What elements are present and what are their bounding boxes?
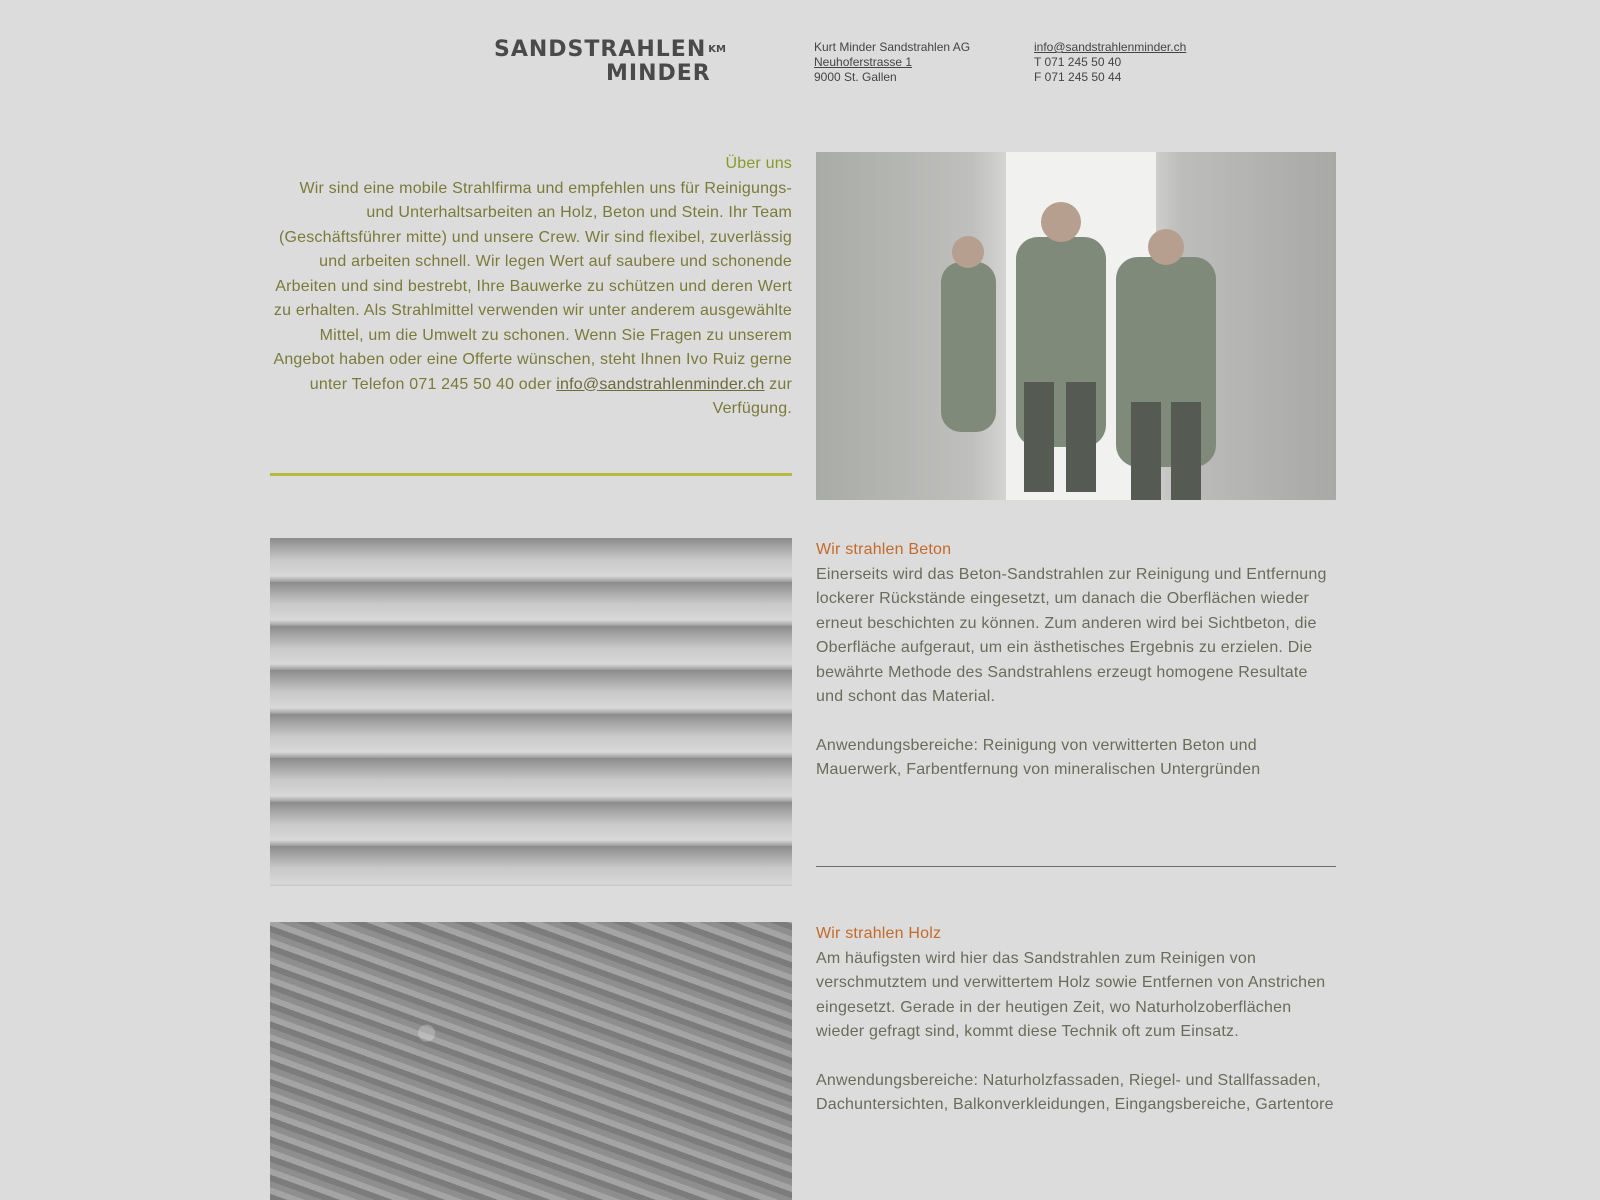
wood-section (816, 922, 1338, 1118)
about-email-link[interactable]: info@sandstrahlenminder.ch (556, 375, 765, 393)
phone-number: T 071 245 50 40 (1034, 55, 1122, 69)
company-contact (1034, 40, 1186, 85)
about-title: Über uns (725, 155, 792, 172)
fax-number: F 071 245 50 44 (1034, 70, 1122, 84)
stone-section (816, 538, 1338, 783)
concrete-stairs-photo (270, 538, 792, 886)
wood-applications: Anwendungsbereiche: Naturholzfassaden, Riegel- und Stallfassaden, Dachuntersichten, Balkonverkleidungen, Eingangsbereiche, Gartentore (816, 1071, 1334, 1113)
stone-applications: Anwendungsbereiche: Reinigung von verwitterten Beton und Mauerwerk, Farbentfernung von mineralischen Untergründen (816, 736, 1261, 778)
wood-surface-photo (270, 922, 792, 1200)
site-header (0, 0, 1600, 110)
company-address (814, 40, 970, 85)
logo-line-2: MINDER (606, 61, 711, 86)
site-logo[interactable] (494, 38, 754, 86)
about-text (270, 177, 792, 422)
about-body: Wir sind eine mobile Strahlfirma und empfehlen uns für Reinigungs- und Unterhaltsarbeiten an Holz, Beton und Stein. Ihr Team (Geschäftsführer mitte) und unsere Crew. Wir sind flexibel, zuverlässig und arbeiten schnell. Wir legen Wert auf saubere und schonende Arbeiten und sind bestrebt, Ihre Bauwerke zu schützen und deren Wert zu erhalten. Als Strahlmittel verwenden wir unter anderem ausgewählte Mittel, um die Umwelt zu schonen. Wenn Sie Fragen zu unserem Angebot haben oder eine Offerte wünschen, steht Ihnen Ivo Ruiz gerne unter Telefon 071 245 50 40 oder (273, 179, 792, 393)
stone-divider (816, 866, 1336, 867)
team-photo-art (816, 152, 1336, 500)
wood-title: Wir strahlen Holz (816, 925, 942, 942)
about-suffix: zur Verfügung. (712, 375, 792, 417)
street-link[interactable]: Neuhoferstrasse 1 (814, 55, 913, 69)
logo-line-1: SANDSTRAHLEN $^{KM}$ (494, 37, 726, 62)
about-divider (270, 473, 792, 476)
stone-text: Einerseits wird das Beton-Sandstrahlen zur Reinigung und Entfernung lockerer Rückstände eingesetzt, um danach die Oberflächen wieder erneut beschichten zu können. Zum anderen wird bei Sichtbeton, die Oberfläche aufgeraut, um ein ästhetisches Ergebnis zu erzielen. Die bewährte Methode des Sandstrahlens erzeugt homogene Resultate und schont das Material. (816, 565, 1327, 705)
team-photo (816, 152, 1336, 500)
email-link[interactable]: info@sandstrahlenminder.ch (1034, 40, 1187, 54)
about-section (270, 152, 792, 422)
stone-title: Wir strahlen Beton (816, 541, 952, 558)
company-name: Kurt Minder Sandstrahlen AG (814, 40, 971, 54)
wood-text: Am häufigsten wird hier das Sandstrahlen zum Reinigen von verschmutztem und verwittertem Holz sowie Entfernen von Anstrichen eingesetzt. Gerade in der heutigen Zeit, wo Naturholzoberflächen wieder gefragt sind, kommt diese Technik oft zum Einsatz. (816, 949, 1326, 1040)
city: 9000 St. Gallen (814, 70, 897, 84)
